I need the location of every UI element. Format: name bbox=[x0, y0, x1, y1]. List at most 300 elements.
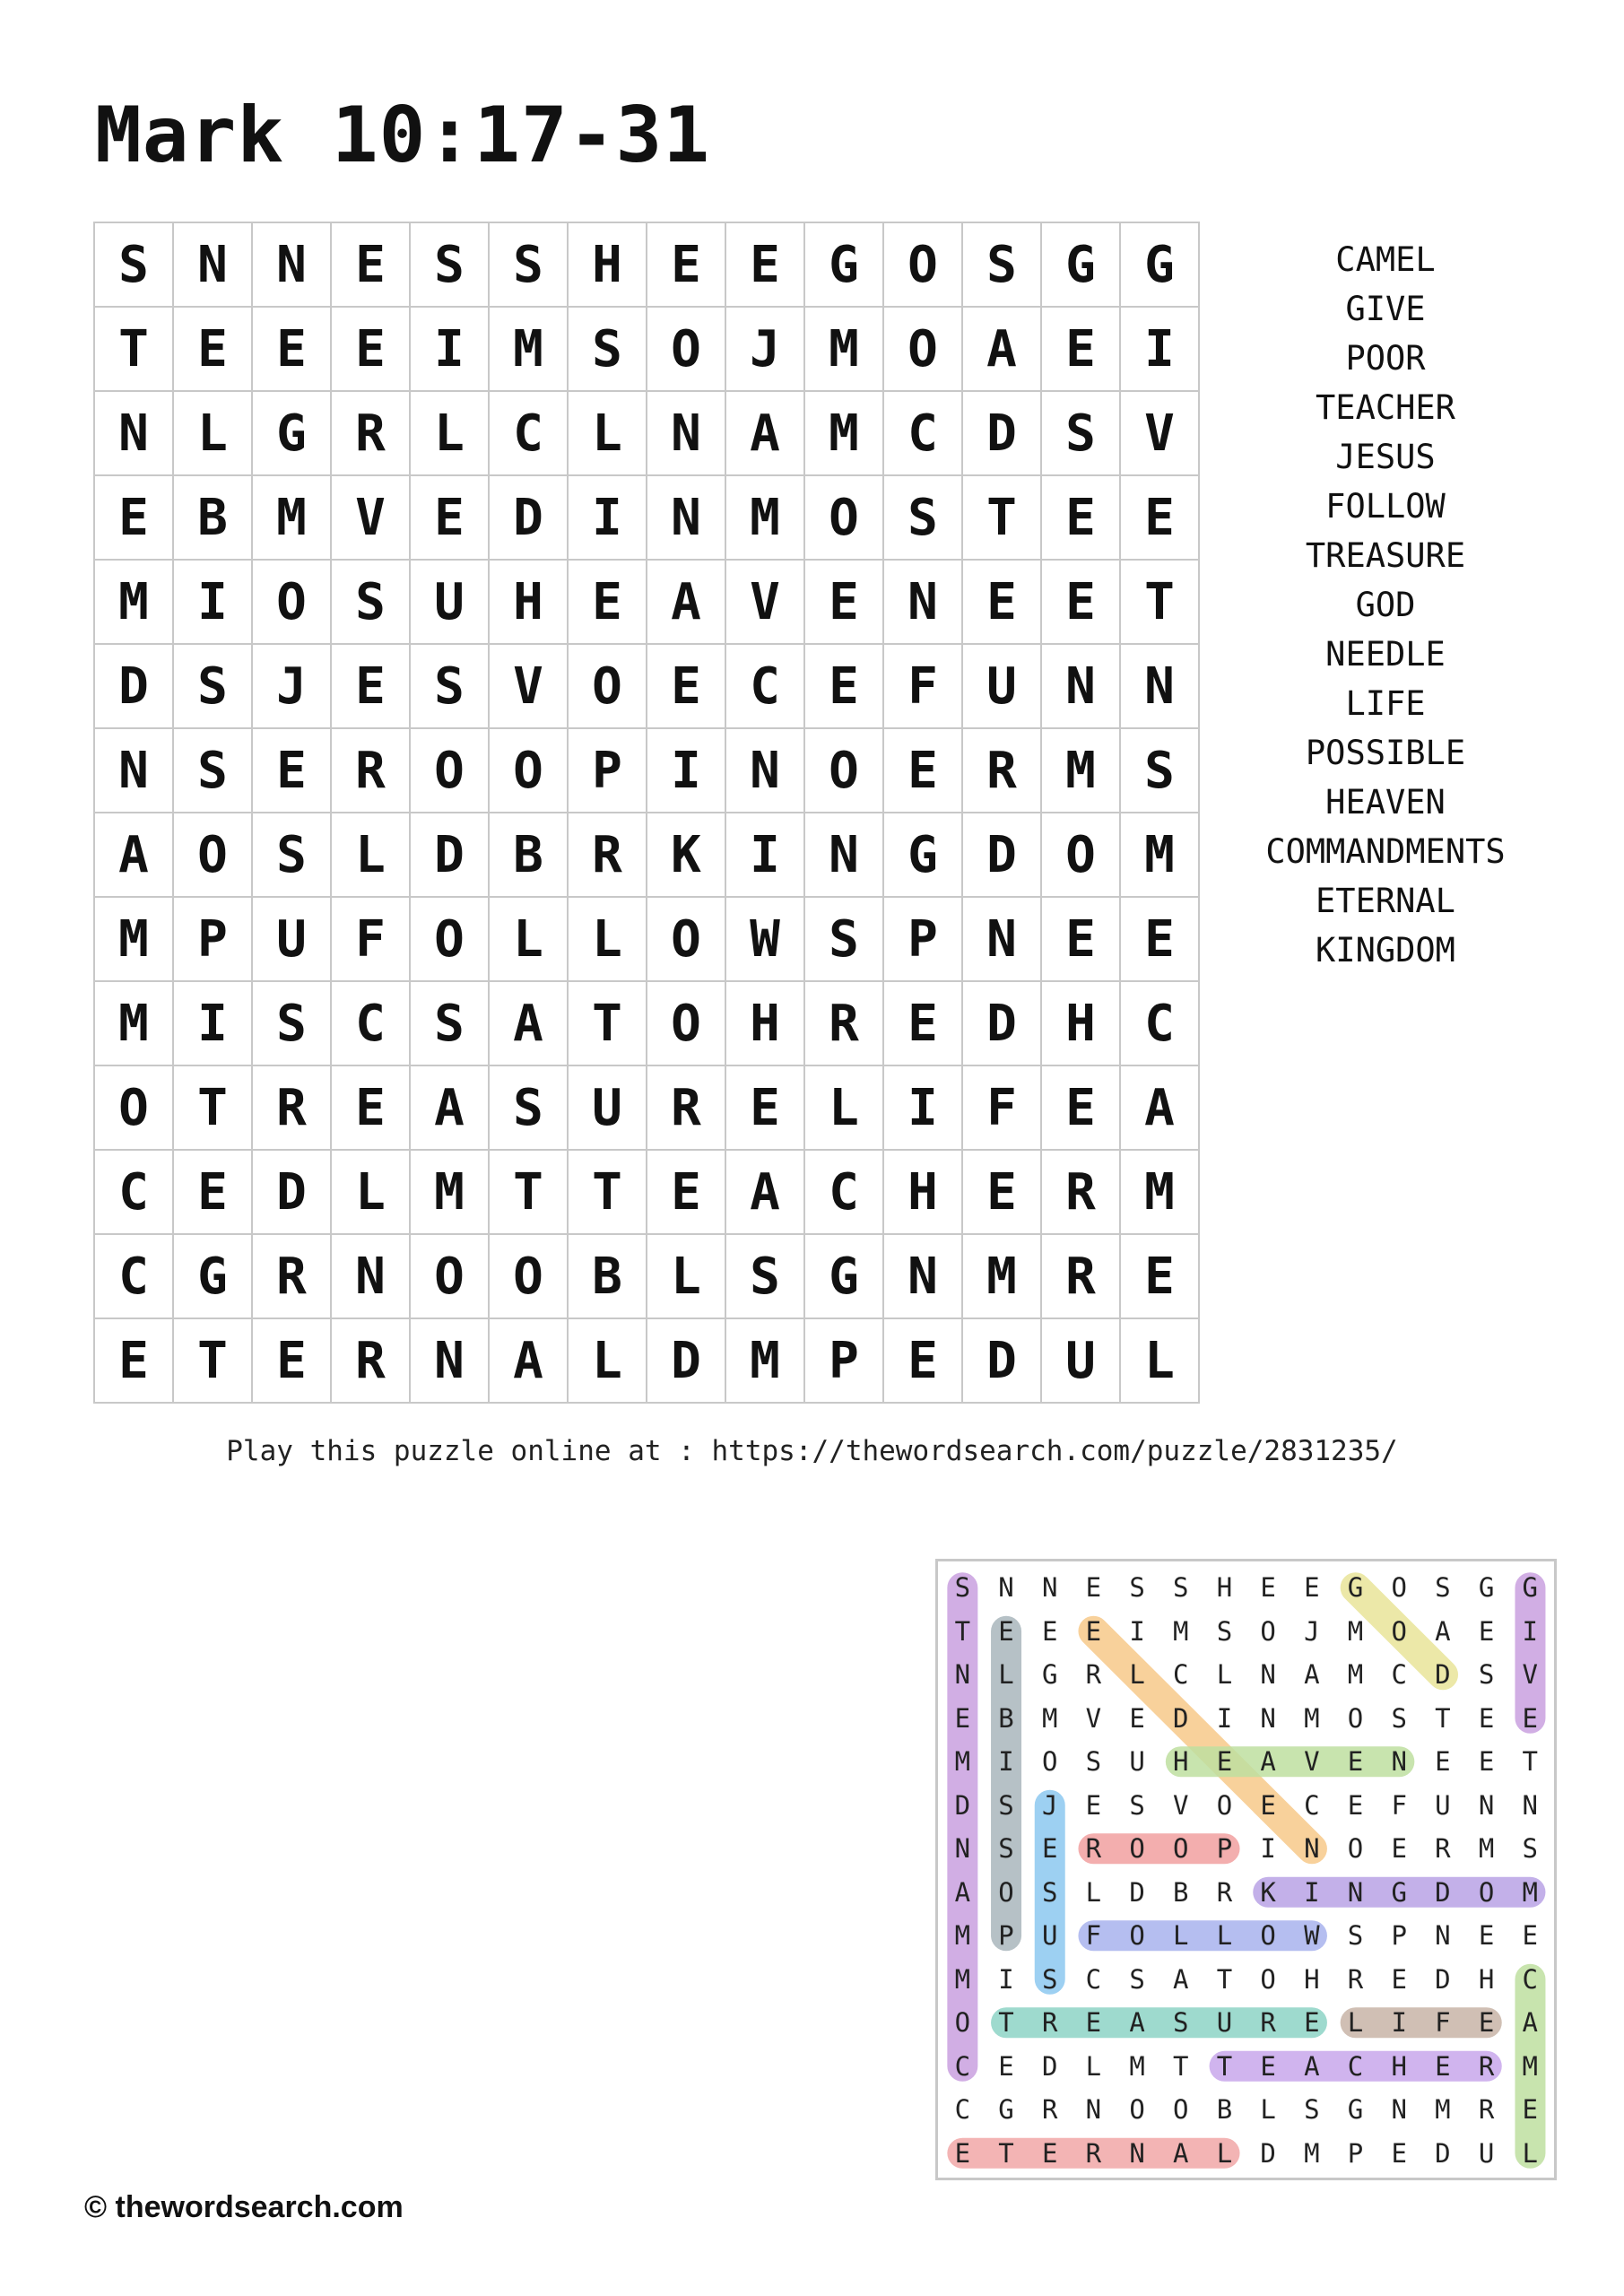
answer-cell: N bbox=[1085, 2094, 1102, 2126]
answer-cell: U bbox=[1216, 2007, 1233, 2039]
answer-cell: E bbox=[1347, 1789, 1364, 1821]
grid-cell: P bbox=[174, 898, 253, 982]
answer-cell: P bbox=[998, 1920, 1014, 1952]
answer-cell: T bbox=[1522, 1746, 1539, 1778]
grid-cell: O bbox=[1042, 813, 1121, 898]
answer-cell: A bbox=[1260, 1746, 1276, 1778]
answer-cell: S bbox=[954, 1572, 971, 1604]
grid-cell: G bbox=[884, 813, 963, 898]
answer-cell: S bbox=[1391, 1702, 1407, 1734]
answer-cell: U bbox=[1129, 1746, 1145, 1778]
grid-cell: N bbox=[174, 223, 253, 308]
answer-cell: E bbox=[954, 2137, 971, 2169]
answer-cell: O bbox=[1260, 1963, 1276, 1995]
answer-cell: R bbox=[1041, 2007, 1058, 2039]
grid-cell: R bbox=[253, 1066, 332, 1151]
grid-cell: N bbox=[726, 729, 805, 813]
grid-cell: C bbox=[1121, 982, 1200, 1066]
grid-cell: B bbox=[490, 813, 569, 898]
answer-cell: O bbox=[1129, 2094, 1145, 2126]
grid-cell: E bbox=[95, 476, 174, 561]
answer-cell: S bbox=[998, 1789, 1014, 1821]
grid-cell: E bbox=[569, 561, 647, 645]
answer-cell: T bbox=[998, 2007, 1014, 2039]
answer-cell: M bbox=[1173, 1615, 1189, 1647]
answer-cell: J bbox=[1041, 1789, 1058, 1821]
answer-cell: O bbox=[1391, 1615, 1407, 1647]
answer-cell: U bbox=[1478, 2137, 1495, 2169]
grid-cell: E bbox=[1042, 476, 1121, 561]
answer-cell: I bbox=[1522, 1615, 1539, 1647]
answer-cell: G bbox=[1522, 1572, 1539, 1604]
page-title: Mark 10:17-31 bbox=[95, 91, 711, 180]
answer-cell: A bbox=[1522, 2007, 1539, 2039]
answer-cell: N bbox=[1522, 1789, 1539, 1821]
answer-cell: E bbox=[1260, 1789, 1276, 1821]
grid-cell: I bbox=[174, 561, 253, 645]
grid-cell: L bbox=[490, 898, 569, 982]
grid-cell: O bbox=[884, 308, 963, 392]
grid-cell: M bbox=[95, 982, 174, 1066]
copyright: © thewordsearch.com bbox=[84, 2190, 404, 2224]
grid-cell: L bbox=[569, 1319, 647, 1404]
grid-cell: S bbox=[253, 982, 332, 1066]
grid-cell: D bbox=[963, 392, 1042, 476]
grid-cell: U bbox=[569, 1066, 647, 1151]
answer-cell: E bbox=[1391, 1833, 1407, 1865]
grid-cell: H bbox=[726, 982, 805, 1066]
grid-cell: E bbox=[253, 308, 332, 392]
grid-cell: M bbox=[726, 476, 805, 561]
answer-cell: E bbox=[1041, 2137, 1058, 2169]
grid-cell: M bbox=[963, 1235, 1042, 1319]
grid-cell: U bbox=[253, 898, 332, 982]
word-list-item: NEEDLE bbox=[1325, 635, 1446, 674]
answer-cell: E bbox=[1041, 1615, 1058, 1647]
grid-cell: A bbox=[490, 982, 569, 1066]
word-list-item: POSSIBLE bbox=[1305, 734, 1466, 772]
answer-cell: E bbox=[1085, 2007, 1102, 2039]
answer-cell: E bbox=[1260, 1572, 1276, 1604]
grid-cell: C bbox=[726, 645, 805, 729]
word-list-item: CAMEL bbox=[1335, 240, 1436, 279]
grid-cell: V bbox=[726, 561, 805, 645]
grid-cell: S bbox=[411, 645, 490, 729]
answer-cell: G bbox=[1347, 2094, 1364, 2126]
grid-cell: I bbox=[726, 813, 805, 898]
grid-cell: C bbox=[95, 1151, 174, 1235]
answer-cell: P bbox=[1347, 2137, 1364, 2169]
answer-cell: U bbox=[1435, 1789, 1451, 1821]
answer-cell: T bbox=[998, 2137, 1014, 2169]
grid-cell: A bbox=[95, 813, 174, 898]
grid-cell: J bbox=[726, 308, 805, 392]
answer-cell: L bbox=[1216, 2137, 1233, 2169]
answer-cell: N bbox=[1041, 1572, 1058, 1604]
answer-cell: E bbox=[954, 1702, 971, 1734]
answer-cell: V bbox=[1173, 1789, 1189, 1821]
grid-cell: L bbox=[1121, 1319, 1200, 1404]
answer-cell: N bbox=[1478, 1789, 1495, 1821]
grid-cell: U bbox=[963, 645, 1042, 729]
answer-cell: A bbox=[1129, 2007, 1145, 2039]
grid-cell: N bbox=[647, 476, 726, 561]
answer-cell: F bbox=[1435, 2007, 1451, 2039]
grid-cell: I bbox=[174, 982, 253, 1066]
grid-cell: M bbox=[726, 1319, 805, 1404]
answer-cell: L bbox=[1173, 1920, 1189, 1952]
word-list-item: KINGDOM bbox=[1316, 931, 1455, 970]
answer-cell: E bbox=[1085, 1789, 1102, 1821]
answer-cell: M bbox=[1041, 1702, 1058, 1734]
answer-cell: E bbox=[1085, 1572, 1102, 1604]
word-list-item: TREASURE bbox=[1305, 536, 1466, 575]
grid-cell: P bbox=[884, 898, 963, 982]
grid-cell: T bbox=[174, 1319, 253, 1404]
answer-cell: E bbox=[998, 1615, 1014, 1647]
grid-cell: I bbox=[884, 1066, 963, 1151]
answer-cell: O bbox=[1347, 1833, 1364, 1865]
answer-cell: O bbox=[998, 1876, 1014, 1908]
grid-cell: L bbox=[411, 392, 490, 476]
grid-cell: N bbox=[253, 223, 332, 308]
word-list-item: COMMANDMENTS bbox=[1265, 832, 1506, 871]
answer-cell: N bbox=[1391, 2094, 1407, 2126]
word-list-item: GIVE bbox=[1345, 290, 1426, 328]
answer-cell: I bbox=[1129, 1615, 1145, 1647]
answer-cell: E bbox=[1478, 1920, 1495, 1952]
grid-cell: E bbox=[174, 1151, 253, 1235]
grid-cell: G bbox=[174, 1235, 253, 1319]
answer-cell: A bbox=[954, 1876, 971, 1908]
answer-cell: O bbox=[1173, 1833, 1189, 1865]
grid-cell: L bbox=[647, 1235, 726, 1319]
answer-cell: E bbox=[1435, 1746, 1451, 1778]
answer-cell: W bbox=[1304, 1920, 1320, 1952]
answer-cell: M bbox=[1129, 2050, 1145, 2082]
answer-cell: S bbox=[1041, 1963, 1058, 1995]
answer-cell: S bbox=[1129, 1963, 1145, 1995]
grid-cell: M bbox=[805, 308, 884, 392]
grid-cell: H bbox=[884, 1151, 963, 1235]
grid-cell: S bbox=[1042, 392, 1121, 476]
grid-cell: E bbox=[726, 223, 805, 308]
grid-cell: R bbox=[253, 1235, 332, 1319]
grid-cell: E bbox=[332, 1066, 411, 1151]
answer-cell: C bbox=[1085, 1963, 1102, 1995]
grid-cell: J bbox=[253, 645, 332, 729]
answer-cell: T bbox=[1216, 1963, 1233, 1995]
grid-cell: E bbox=[1121, 476, 1200, 561]
grid-cell: S bbox=[569, 308, 647, 392]
answer-cell: E bbox=[1522, 2094, 1539, 2126]
grid-cell: O bbox=[174, 813, 253, 898]
answer-cell: U bbox=[1041, 1920, 1058, 1952]
answer-cell: D bbox=[1435, 1659, 1451, 1691]
grid-cell: E bbox=[1121, 1235, 1200, 1319]
grid-cell: R bbox=[569, 813, 647, 898]
grid-cell: E bbox=[1121, 898, 1200, 982]
grid-cell: S bbox=[174, 729, 253, 813]
answer-cell: L bbox=[1085, 1876, 1102, 1908]
word-list-item: FOLLOW bbox=[1325, 487, 1446, 526]
word-list-item: LIFE bbox=[1345, 684, 1426, 723]
grid-cell: T bbox=[569, 982, 647, 1066]
answer-cell: I bbox=[1216, 1702, 1233, 1734]
grid-cell: E bbox=[174, 308, 253, 392]
answer-cell: M bbox=[1522, 1876, 1539, 1908]
answer-cell: E bbox=[1304, 2007, 1320, 2039]
answer-cell: L bbox=[1216, 1920, 1233, 1952]
grid-cell: L bbox=[174, 392, 253, 476]
grid-cell: O bbox=[647, 898, 726, 982]
answer-cell: R bbox=[1085, 2137, 1102, 2169]
grid-cell: F bbox=[963, 1066, 1042, 1151]
grid-cell: O bbox=[647, 982, 726, 1066]
grid-cell: D bbox=[963, 813, 1042, 898]
grid-cell: S bbox=[490, 1066, 569, 1151]
grid-cell: S bbox=[805, 898, 884, 982]
grid-cell: M bbox=[805, 392, 884, 476]
grid-cell: S bbox=[884, 476, 963, 561]
answer-cell: S bbox=[1435, 1572, 1451, 1604]
grid-cell: D bbox=[963, 1319, 1042, 1404]
answer-cell: L bbox=[998, 1659, 1014, 1691]
answer-cell: R bbox=[1435, 1833, 1451, 1865]
answer-cell: O bbox=[1260, 1920, 1276, 1952]
answer-cell: V bbox=[1085, 1702, 1102, 1734]
answer-cell: M bbox=[1347, 1615, 1364, 1647]
grid-cell: G bbox=[805, 1235, 884, 1319]
answer-cell: E bbox=[1435, 2050, 1451, 2082]
grid-cell: G bbox=[805, 223, 884, 308]
grid-cell: O bbox=[569, 645, 647, 729]
answer-cell: E bbox=[1522, 1920, 1539, 1952]
grid-cell: E bbox=[647, 645, 726, 729]
grid-cell: E bbox=[332, 223, 411, 308]
grid-cell: A bbox=[647, 561, 726, 645]
grid-cell: N bbox=[411, 1319, 490, 1404]
answer-cell: O bbox=[1260, 1615, 1276, 1647]
grid-cell: F bbox=[332, 898, 411, 982]
word-list-item: JESUS bbox=[1335, 438, 1436, 476]
answer-cell: R bbox=[1085, 1833, 1102, 1865]
answer-cell: M bbox=[1478, 1833, 1495, 1865]
answer-cell: R bbox=[1085, 1659, 1102, 1691]
grid-cell: E bbox=[253, 729, 332, 813]
answer-cell: A bbox=[1173, 1963, 1189, 1995]
answer-cell: B bbox=[998, 1702, 1014, 1734]
grid-cell: R bbox=[647, 1066, 726, 1151]
grid-cell: D bbox=[95, 645, 174, 729]
grid-cell: E bbox=[411, 476, 490, 561]
answer-cell: V bbox=[1304, 1746, 1320, 1778]
grid-cell: E bbox=[963, 561, 1042, 645]
answer-cell: C bbox=[1304, 1789, 1320, 1821]
word-list-item: GOD bbox=[1355, 586, 1416, 624]
grid-cell: N bbox=[1042, 645, 1121, 729]
grid-cell: M bbox=[95, 898, 174, 982]
grid-cell: P bbox=[569, 729, 647, 813]
answer-cell: H bbox=[1216, 1572, 1233, 1604]
word-list bbox=[1251, 235, 1520, 975]
grid-cell: E bbox=[963, 1151, 1042, 1235]
answer-cell: D bbox=[1435, 1876, 1451, 1908]
answer-cell: E bbox=[1260, 2050, 1276, 2082]
answer-cell: R bbox=[1041, 2094, 1058, 2126]
grid-cell: H bbox=[490, 561, 569, 645]
grid-cell: E bbox=[726, 1066, 805, 1151]
answer-grid bbox=[941, 1566, 1552, 2175]
answer-cell: R bbox=[1478, 2094, 1495, 2126]
grid-cell: N bbox=[647, 392, 726, 476]
grid-cell: I bbox=[569, 476, 647, 561]
grid-cell: R bbox=[805, 982, 884, 1066]
grid-cell: V bbox=[332, 476, 411, 561]
answer-cell: J bbox=[1304, 1615, 1320, 1647]
answer-cell: I bbox=[1391, 2007, 1407, 2039]
grid-cell: S bbox=[411, 223, 490, 308]
answer-cell: A bbox=[1304, 2050, 1320, 2082]
grid-cell: R bbox=[963, 729, 1042, 813]
grid-cell: D bbox=[647, 1319, 726, 1404]
grid-cell: L bbox=[569, 898, 647, 982]
answer-cell: S bbox=[1173, 1572, 1189, 1604]
answer-cell: N bbox=[1391, 1746, 1407, 1778]
answer-cell: M bbox=[1347, 1659, 1364, 1691]
grid-cell: P bbox=[805, 1319, 884, 1404]
answer-cell: S bbox=[1041, 1876, 1058, 1908]
answer-cell: O bbox=[1478, 1876, 1495, 1908]
answer-cell: C bbox=[1391, 1659, 1407, 1691]
grid-cell: O bbox=[411, 898, 490, 982]
grid-cell: T bbox=[963, 476, 1042, 561]
answer-cell: C bbox=[1347, 2050, 1364, 2082]
answer-cell: H bbox=[1173, 1746, 1189, 1778]
grid-cell: R bbox=[1042, 1235, 1121, 1319]
answer-cell: S bbox=[1522, 1833, 1539, 1865]
grid-cell: E bbox=[647, 1151, 726, 1235]
answer-cell: T bbox=[1173, 2050, 1189, 2082]
grid-cell: U bbox=[411, 561, 490, 645]
answer-cell: M bbox=[1304, 2137, 1320, 2169]
answer-cell: L bbox=[1085, 2050, 1102, 2082]
answer-cell: R bbox=[1347, 1963, 1364, 1995]
answer-cell: E bbox=[1347, 1746, 1364, 1778]
grid-cell: A bbox=[411, 1066, 490, 1151]
answer-cell: M bbox=[1522, 2050, 1539, 2082]
grid-cell: L bbox=[332, 813, 411, 898]
grid-cell: T bbox=[95, 308, 174, 392]
grid-cell: E bbox=[332, 308, 411, 392]
grid-cell: O bbox=[411, 1235, 490, 1319]
answer-cell: S bbox=[1216, 1615, 1233, 1647]
answer-cell: R bbox=[1260, 2007, 1276, 2039]
answer-cell: I bbox=[998, 1963, 1014, 1995]
word-list-item: POOR bbox=[1345, 339, 1426, 378]
grid-cell: E bbox=[1042, 561, 1121, 645]
play-online-text: Play this puzzle online at : https://thewordsearch.com/puzzle/2831235/ bbox=[226, 1435, 1398, 1467]
grid-cell: U bbox=[1042, 1319, 1121, 1404]
grid-cell: M bbox=[411, 1151, 490, 1235]
grid-cell: A bbox=[963, 308, 1042, 392]
grid-cell: N bbox=[95, 392, 174, 476]
answer-cell: S bbox=[1478, 1659, 1495, 1691]
grid-cell: A bbox=[726, 1151, 805, 1235]
grid-cell: H bbox=[569, 223, 647, 308]
answer-cell: E bbox=[1522, 1702, 1539, 1734]
grid-cell: O bbox=[411, 729, 490, 813]
answer-cell: C bbox=[1522, 1963, 1539, 1995]
grid-cell: F bbox=[884, 645, 963, 729]
answer-cell: E bbox=[1391, 1963, 1407, 1995]
grid-cell: T bbox=[569, 1151, 647, 1235]
answer-cell: T bbox=[1435, 1702, 1451, 1734]
answer-cell: E bbox=[1478, 1702, 1495, 1734]
grid-cell: N bbox=[1121, 645, 1200, 729]
grid-cell: M bbox=[1121, 1151, 1200, 1235]
grid-cell: K bbox=[647, 813, 726, 898]
answer-cell: S bbox=[1129, 1789, 1145, 1821]
answer-cell: O bbox=[954, 2007, 971, 2039]
grid-cell: E bbox=[884, 729, 963, 813]
grid-cell: S bbox=[1121, 729, 1200, 813]
grid-cell: M bbox=[95, 561, 174, 645]
grid-cell: E bbox=[1042, 898, 1121, 982]
answer-cell: D bbox=[1260, 2137, 1276, 2169]
grid-cell: S bbox=[95, 223, 174, 308]
answer-cell: O bbox=[1173, 2094, 1189, 2126]
grid-cell: B bbox=[174, 476, 253, 561]
answer-cell: K bbox=[1260, 1876, 1276, 1908]
grid-cell: N bbox=[95, 729, 174, 813]
answer-cell: H bbox=[1304, 1963, 1320, 1995]
answer-cell: L bbox=[1347, 2007, 1364, 2039]
answer-cell: S bbox=[1347, 1920, 1364, 1952]
answer-cell: E bbox=[1478, 1615, 1495, 1647]
answer-cell: G bbox=[1391, 1876, 1407, 1908]
grid-cell: E bbox=[884, 982, 963, 1066]
grid-cell: D bbox=[253, 1151, 332, 1235]
answer-cell: L bbox=[1129, 1659, 1145, 1691]
answer-cell: M bbox=[954, 1920, 971, 1952]
answer-cell: I bbox=[1260, 1833, 1276, 1865]
word-list-item: HEAVEN bbox=[1325, 783, 1446, 822]
answer-cell: S bbox=[1304, 2094, 1320, 2126]
grid-cell: D bbox=[411, 813, 490, 898]
answer-cell: S bbox=[998, 1833, 1014, 1865]
grid-cell: D bbox=[490, 476, 569, 561]
grid-cell: B bbox=[569, 1235, 647, 1319]
answer-cell: N bbox=[1129, 2137, 1145, 2169]
grid-cell: A bbox=[490, 1319, 569, 1404]
grid-cell: O bbox=[805, 476, 884, 561]
grid-cell: S bbox=[963, 223, 1042, 308]
answer-cell: S bbox=[1173, 2007, 1189, 2039]
answer-cell: D bbox=[1129, 1876, 1145, 1908]
grid-cell: N bbox=[805, 813, 884, 898]
answer-cell: N bbox=[1347, 1876, 1364, 1908]
answer-cell: A bbox=[1304, 1659, 1320, 1691]
grid-cell: O bbox=[884, 223, 963, 308]
grid-cell: S bbox=[174, 645, 253, 729]
grid-cell: A bbox=[726, 392, 805, 476]
answer-cell: O bbox=[1129, 1920, 1145, 1952]
answer-cell: E bbox=[998, 2050, 1014, 2082]
answer-cell: F bbox=[1391, 1789, 1407, 1821]
answer-cell: P bbox=[1391, 1920, 1407, 1952]
grid-cell: C bbox=[805, 1151, 884, 1235]
